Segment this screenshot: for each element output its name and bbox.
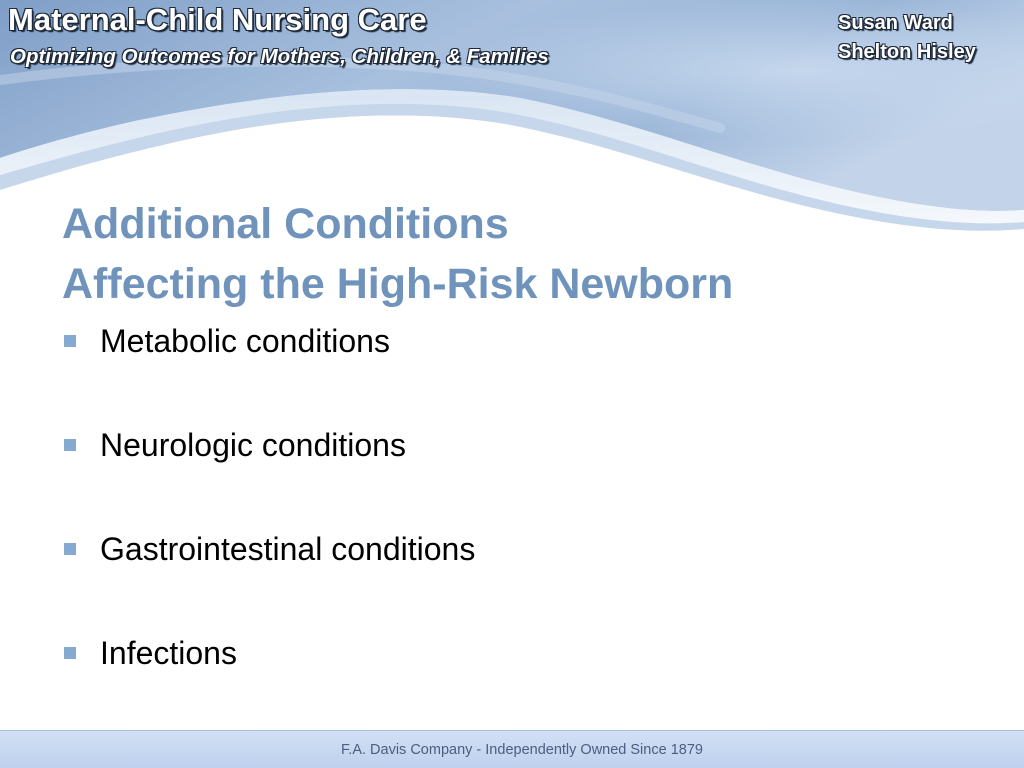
square-bullet-icon (64, 647, 76, 659)
author-name: Susan Ward (838, 12, 953, 34)
slide-title-line: Affecting the High-Risk Newborn (62, 260, 734, 308)
book-subtitle: Optimizing Outcomes for Mothers, Children, & Families (10, 45, 549, 68)
square-bullet-icon (64, 439, 76, 451)
slide-title-line: Additional Conditions (62, 200, 509, 248)
author-name: Shelton Hisley (838, 41, 976, 63)
bullet-text: Neurologic conditions (100, 427, 406, 463)
bullet-text: Metabolic conditions (100, 323, 390, 359)
square-bullet-icon (64, 543, 76, 555)
book-title: Maternal-Child Nursing Care (8, 2, 427, 37)
square-bullet-icon (64, 335, 76, 347)
authors (838, 9, 976, 67)
footer-text: F.A. Davis Company - Independently Owned Since 1879 (341, 742, 703, 758)
slide-title (62, 194, 733, 314)
bullet-text: Infections (100, 635, 237, 671)
footer-bar (0, 730, 1024, 768)
bullet-text: Gastrointestinal conditions (100, 531, 476, 567)
